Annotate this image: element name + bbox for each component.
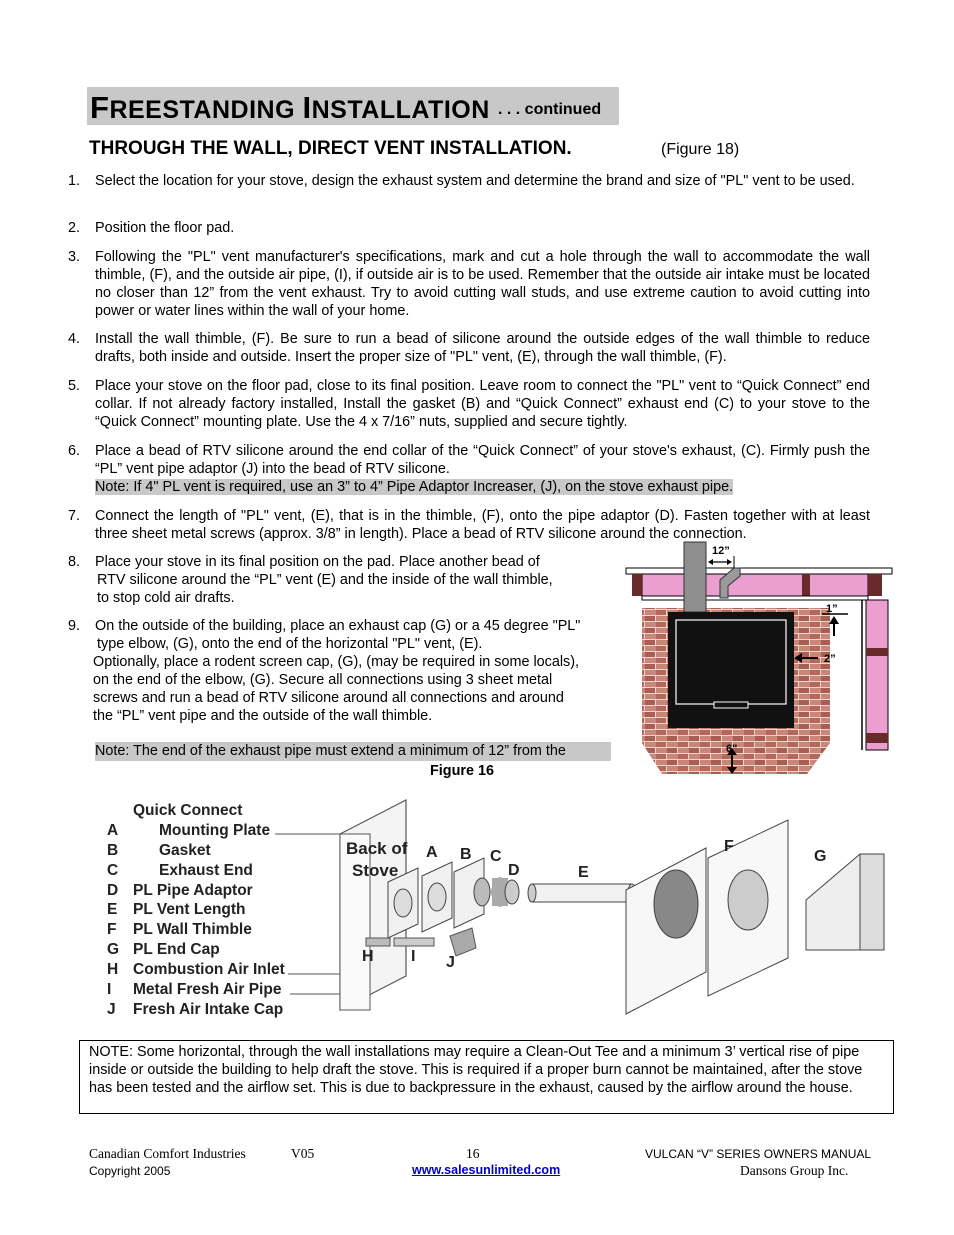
- legend-name-d: PL Pipe Adaptor: [133, 882, 253, 899]
- step-number: 4.: [68, 331, 81, 347]
- step-line: the “PL” vent pipe and the outside of the wall thimble.: [93, 708, 433, 724]
- step-line: RTV silicone around the “PL” vent (E) and the inside of the wall thimble,: [97, 572, 553, 588]
- legend-letter-f: F: [107, 921, 117, 938]
- combustion-air-inlet-h: [366, 938, 390, 946]
- callout-g: G: [814, 848, 827, 865]
- callout-i: I: [411, 948, 416, 965]
- callout-h: H: [362, 948, 374, 965]
- step-6-note: Note: If 4" PL vent is required, use an 3” to 4” Pipe Adaptor Increaser, (J), on the stove exhaust pipe.: [95, 479, 734, 495]
- step-line: Optionally, place a rodent screen cap, (G), (may be required in some locals),: [93, 654, 580, 670]
- figure-16-label: Figure 16: [430, 763, 494, 779]
- step-number: 9.: [68, 618, 81, 634]
- legend-letter-a: A: [107, 822, 119, 839]
- footer-version: V05: [291, 1146, 315, 1161]
- arrow-head: [829, 616, 839, 624]
- legend-letter-j: J: [107, 1001, 116, 1018]
- step-number: 6.: [68, 443, 81, 459]
- footer-manual-title: VULCAN “V” SERIES OWNERS MANUAL: [645, 1147, 872, 1161]
- step-text: Place your stove on the floor pad, close to its final position. Leave room to connect the "PL" vent to “Quick Connect” end collar. If not already factory installed, Install the gasket (B) and “Quick Connect” exhaust end (C) to your stove to the “Quick Connect” mounting plate. Use the 4 x 7/16” nuts, supplied and secure tightly.: [95, 378, 870, 430]
- legend-name-c: Exhaust End: [159, 862, 253, 879]
- ceiling-joist: [632, 574, 642, 596]
- step-text: Install the wall thimble, (F). Be sure to run a bead of silicone around the outside edges of the wall thimble to reduce drafts, both inside and outside. Insert the proper size of "PL" vent, (E), through the wall thimble, (F).: [95, 331, 870, 365]
- back-of-stove-label-2: Stove: [352, 861, 399, 880]
- back-of-stove-label-1: Back of: [346, 839, 408, 858]
- page-title: [90, 90, 490, 126]
- legend-name-f: PL Wall Thimble: [133, 921, 252, 938]
- step-number: 3.: [68, 249, 81, 265]
- dim-label-6: 6": [726, 743, 738, 755]
- step-line: Place your stove in its final position on the pad. Place another bead of: [95, 554, 540, 570]
- callout-a: A: [426, 844, 438, 861]
- ceiling-insulation: [642, 574, 868, 596]
- ceiling-joist: [802, 574, 810, 596]
- step-line: on the end of the elbow, (G). Secure all connections using 3 sheet metal: [93, 672, 553, 688]
- wall-stud: [866, 733, 888, 743]
- legend-letter-i: I: [107, 981, 112, 998]
- footer-company: Canadian Comfort Industries: [89, 1146, 246, 1161]
- legend-letter-b: B: [107, 842, 119, 859]
- plate-hole: [394, 889, 412, 917]
- clean-out-note-text: NOTE: Some horizontal, through the wall installations may require a Clean-Out Tee and a minimum 3’ vertical rise of pipe inside or outside the building to help draft the stove. This is required if a proper burn cannot be maintained, after the stove has been tested and the airflow set. This is due to backpressure in the exhaust, caused by the airflow around the house.: [89, 1044, 863, 1096]
- title-rest-2: NSTALLATION: [311, 96, 490, 124]
- step-text: Select the location for your stove, design the exhaust system and determine the brand and size of "PL" vent to be used.: [95, 173, 855, 189]
- step-line: On the outside of the building, place an exhaust cap (G) or a 45 degree "PL": [95, 618, 581, 634]
- thimble-collar: [654, 870, 698, 938]
- callout-b: B: [460, 846, 472, 863]
- legend-letter-c: C: [107, 862, 119, 879]
- ceiling-bottom-board: [642, 596, 868, 600]
- thimble-hole: [728, 870, 768, 930]
- callout-c: C: [490, 848, 502, 865]
- step-text: Following the "PL" vent manufacturer's specifications, mark and cut a hole through the wall to accommodate the wall thimble, (F), and the outside air pipe, (I), if outside air is to be used. Remember that the outside air intake must be located no closer than 12” from the vent exhaust. Try to avoid cutting wall studs, and use extreme caution to avoid cutting into power or water lines within the wall of your home.: [95, 249, 870, 319]
- step-text: Position the floor pad.: [95, 220, 235, 236]
- collar: [474, 878, 490, 906]
- stove-window: [676, 620, 786, 704]
- step-line: type elbow, (G), onto the end of the horizontal "PL" vent, (E).: [97, 636, 483, 652]
- legend-name-a: Mounting Plate: [159, 822, 271, 839]
- section-title: THROUGH THE WALL, DIRECT VENT INSTALLATION.: [89, 138, 572, 159]
- legend-letter-d: D: [107, 882, 119, 899]
- vent-pipe: [684, 542, 706, 612]
- clean-out-note-box: [79, 1040, 894, 1114]
- legend-name-j: Fresh Air Intake Cap: [133, 1001, 284, 1018]
- vent-end: [528, 884, 536, 902]
- vent-length-e: [532, 884, 632, 902]
- step-text: Connect the length of "PL" vent, (E), that is in the thimble, (F), onto the pipe adaptor (D). Fasten together with at least three sheet metal screws (approx. 3/8” in length). Place a bead of RTV silicone around the connection.: [95, 508, 870, 542]
- legend-letter-h: H: [107, 961, 119, 978]
- step-number: 1.: [68, 173, 81, 189]
- end-note: Note: The end of the exhaust pipe must extend a minimum of 12” from the: [95, 743, 566, 759]
- adaptor-end: [505, 880, 519, 904]
- title-continued: . . . continued: [498, 101, 602, 118]
- step-line: screws and run a bead of RTV silicone around all connections and around: [93, 690, 564, 706]
- arrow-head: [708, 559, 713, 565]
- step-number: 2.: [68, 220, 81, 236]
- title-initial-f: F: [90, 90, 110, 125]
- footer-copyright: Copyright 2005: [89, 1164, 171, 1178]
- exterior-wall: [866, 600, 888, 750]
- callout-f: F: [724, 838, 734, 855]
- legend-letter-e: E: [107, 901, 118, 918]
- legend-letter-g: G: [107, 941, 120, 958]
- footer-group: Dansons Group Inc.: [740, 1163, 849, 1178]
- fresh-air-pipe-i: [394, 938, 434, 946]
- legend-name-g: PL End Cap: [133, 941, 220, 958]
- section-figure-ref: (Figure 18): [661, 141, 740, 158]
- legend-name-h: Combustion Air Inlet: [133, 961, 285, 978]
- legend-name-b: Gasket: [159, 842, 211, 859]
- dim-label-2: 2”: [824, 653, 836, 665]
- legend-name-e: PL Vent Length: [133, 901, 246, 918]
- step-line: to stop cold air drafts.: [97, 590, 235, 606]
- dim-label-12: 12”: [712, 545, 730, 557]
- stove-handle: [714, 702, 748, 708]
- dim-label-1: 1”: [826, 603, 838, 615]
- callout-j: J: [446, 954, 455, 971]
- figure-18-diagram: [612, 538, 898, 778]
- figure-16-diagram: [100, 796, 886, 1032]
- wall-stud: [866, 648, 888, 656]
- title-initial-i: I: [302, 90, 312, 125]
- footer-website-link[interactable]: www.salesunlimited.com: [412, 1163, 561, 1177]
- fresh-air-intake-cap-j: [450, 928, 476, 956]
- ceiling-joist: [868, 574, 882, 596]
- end-cap-side: [860, 854, 884, 950]
- step-number: 5.: [68, 378, 81, 394]
- arrow-head: [727, 559, 732, 565]
- plate-hole: [428, 883, 446, 911]
- callout-e: E: [578, 864, 589, 881]
- footer-page-number: 16: [466, 1146, 480, 1161]
- step-text: Place a bead of RTV silicone around the end collar of the “Quick Connect” of your stove's exhaust, (C). Firmly push the “PL” vent pipe adaptor (J) into the bead of RTV silicone.: [95, 443, 870, 477]
- step-number: 8.: [68, 554, 81, 570]
- legend-name-i: Metal Fresh Air Pipe: [133, 981, 282, 998]
- step-number: 7.: [68, 508, 81, 524]
- title-rest-1: REESTANDING: [109, 96, 303, 124]
- legend-heading: Quick Connect: [133, 802, 243, 819]
- ceiling-board: [626, 568, 892, 574]
- callout-d: D: [508, 862, 520, 879]
